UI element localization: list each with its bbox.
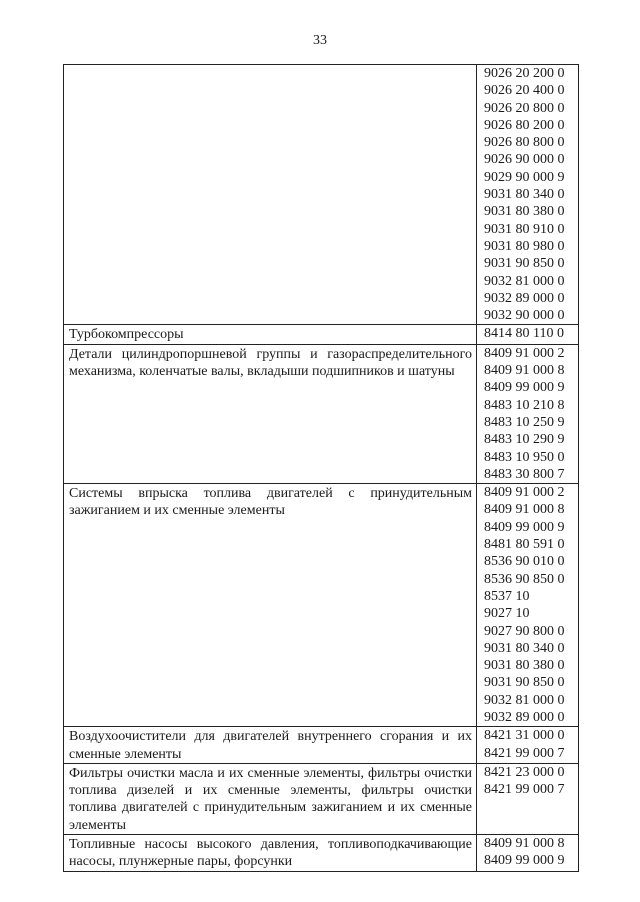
page-number: 33 (313, 33, 327, 48)
tn-ved-code: 8409 99 000 9 (484, 853, 565, 869)
tn-ved-code: 9027 10 (484, 606, 530, 622)
description-cell (64, 727, 477, 764)
product-description: Воздухоочистители для двигателей внутреннего сгорания и их сменные элементы (69, 729, 472, 762)
tn-ved-code: 8481 80 591 0 (484, 537, 565, 553)
tn-ved-code: 8421 99 000 7 (484, 782, 565, 798)
tn-ved-code: 8537 10 (484, 588, 530, 604)
codes-cell (477, 835, 579, 872)
table-row (64, 65, 579, 325)
description-cell (64, 325, 477, 344)
tn-ved-code: 9032 89 000 0 (484, 709, 565, 725)
table-body (64, 65, 579, 872)
tn-ved-code: 8421 99 000 7 (484, 745, 565, 761)
tn-ved-code: 8414 80 110 0 (484, 326, 564, 342)
tn-ved-code: 9031 80 340 0 (484, 640, 565, 656)
codes-cell (477, 65, 579, 325)
tn-ved-code: 8409 91 000 8 (484, 363, 565, 379)
product-description: Детали цилиндропоршневой группы и газораспределительного механизма, коленчатые валы, вкладыши подшипников и шатуны (69, 346, 472, 380)
table-row (64, 763, 579, 834)
tn-ved-code: 9026 80 800 0 (484, 135, 565, 151)
description-cell (64, 344, 477, 483)
tn-ved-code: 9031 80 910 0 (484, 221, 565, 237)
tn-ved-code: 8409 99 000 9 (484, 519, 565, 535)
tn-ved-code: 8483 10 290 9 (484, 432, 565, 448)
tn-ved-code: 8421 31 000 0 (484, 728, 565, 744)
codes-cell (477, 344, 579, 483)
tn-ved-code: 8409 99 000 9 (484, 380, 565, 396)
codes-cell (477, 325, 579, 344)
tn-ved-code: 8409 91 000 8 (484, 836, 565, 852)
tn-ved-code: 8421 23 000 0 (484, 764, 565, 780)
tn-ved-code: 9026 20 400 0 (484, 83, 565, 99)
description-cell (64, 65, 477, 325)
tn-ved-code: 8483 30 800 7 (484, 466, 565, 482)
tn-ved-code: 8409 91 000 8 (484, 502, 565, 518)
tn-ved-code: 9026 90 000 0 (484, 152, 565, 168)
description-cell (64, 763, 477, 834)
tn-ved-code: 8483 10 250 9 (484, 414, 565, 430)
classification-table (63, 64, 579, 872)
product-description (64, 65, 476, 66)
tn-ved-code: 8483 10 950 0 (484, 449, 565, 465)
tn-ved-code: 9032 89 000 0 (484, 290, 565, 306)
tn-ved-code: 9031 80 980 0 (484, 238, 565, 254)
tn-ved-code: 8483 10 210 8 (484, 397, 565, 413)
tn-ved-code: 9031 80 340 0 (484, 187, 565, 203)
codes-cell (477, 484, 579, 727)
product-description: Топливные насосы высокого давления, топливоподкачивающие насосы, плунжерные пары, форсунки (69, 837, 472, 870)
tn-ved-code: 9031 80 380 0 (484, 658, 565, 674)
table-row (64, 325, 579, 344)
tn-ved-code: 9026 20 800 0 (484, 100, 565, 116)
description-cell (64, 835, 477, 872)
tn-ved-code: 8536 90 850 0 (484, 571, 565, 587)
product-description: Турбокомпрессоры (69, 327, 184, 343)
product-description: Системы впрыска топлива двигателей с принудительным зажиганием и их сменные элементы (69, 486, 472, 519)
tn-ved-code: 9026 80 200 0 (484, 117, 565, 133)
tn-ved-code: 8536 90 010 0 (484, 554, 565, 570)
tn-ved-code: 9029 90 000 9 (484, 169, 565, 185)
description-cell (64, 484, 477, 727)
product-description: Фильтры очистки масла и их сменные элементы, фильтры очистки топлива дизелей и их сменные элементы, фильтры очистки топлива двигателей с принудительным зажиганием и их сменные элементы (69, 765, 472, 833)
tn-ved-code: 8409 91 000 2 (484, 345, 565, 361)
table-row (64, 727, 579, 764)
table-row (64, 484, 579, 727)
tn-ved-code: 9027 90 800 0 (484, 623, 565, 639)
tn-ved-code: 9026 20 200 0 (484, 66, 565, 81)
tn-ved-code: 9032 90 000 0 (484, 308, 565, 324)
table-row (64, 835, 579, 872)
tn-ved-code: 9031 90 850 0 (484, 675, 565, 691)
tn-ved-code: 9032 81 000 0 (484, 692, 565, 708)
codes-cell (477, 763, 579, 834)
codes-cell (477, 727, 579, 764)
tn-ved-code: 9031 90 850 0 (484, 256, 565, 272)
tn-ved-code: 9031 80 380 0 (484, 204, 565, 220)
tn-ved-code: 8409 91 000 2 (484, 485, 565, 501)
tn-ved-code: 9032 81 000 0 (484, 273, 565, 289)
table-row (64, 344, 579, 483)
